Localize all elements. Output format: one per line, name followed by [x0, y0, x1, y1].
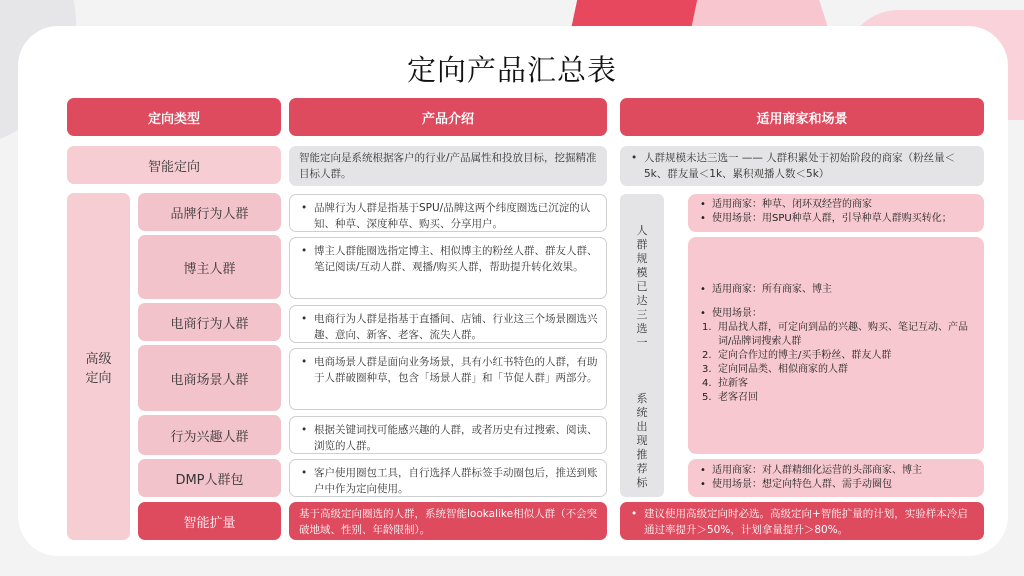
desc-interest: [289, 416, 607, 454]
bullet-icon: •: [631, 508, 638, 520]
subcategory-blogger: 博主人群: [138, 235, 281, 299]
category-advanced-line1: 高级: [85, 351, 112, 367]
desc-dmp-text: 客户使用圈包工具，自行选择人群标签手动圈包后，推送到账户中作为定向使用。: [314, 467, 598, 495]
category-advanced: [67, 193, 130, 540]
vertical-char: 现: [636, 434, 648, 447]
vertical-char: 出: [636, 420, 648, 433]
desc-expand: 基于高级定向圈选的人群，系统智能lookalike相似人群（不会突破地域、性别、年龄限制）。: [289, 502, 607, 540]
header-intro: 产品介绍: [289, 98, 607, 136]
subcategory-dmp: DMP人群包: [138, 459, 281, 497]
scene-main-list-item: 拉新客: [718, 378, 748, 389]
scene-main-list-item: 定向合作过的博主/买手粉丝、群友人群: [718, 350, 892, 361]
desc-ecom-scene: [289, 348, 607, 410]
scene-expand: [620, 502, 984, 540]
subcategory-ecom-behavior: 电商行为人群: [138, 303, 281, 341]
vertical-char: 一: [636, 336, 648, 349]
vertical-char: 已: [636, 280, 648, 293]
scene-expand-text: 建议使用高级定向时必选。高级定向+智能扩量的计划，实验样本冷启通过率提升＞50%，计划拿量提升＞80%。: [644, 508, 968, 536]
desc-ecom-behavior-text: 电商行为人群是指基于直播间、店铺、行业这三个场景圈选兴趣、意向、新客、老客、流失人群。: [314, 313, 598, 341]
desc-ecom-scene-text: 电商场景人群是面向业务场景，具有小红书特色的人群，有助于人群破圈种草，包含「场景人群」和「节促人群」两部分。: [314, 356, 598, 384]
list-number: 4.: [702, 378, 712, 389]
vertical-char: 推: [636, 448, 648, 461]
scene-dmp-item: • 使用场景：想定向特色人群、需手动圈包: [698, 478, 974, 492]
condition-vertical-strip: [620, 194, 664, 497]
vertical-char: 荐: [636, 462, 648, 475]
vertical-char: 系: [636, 392, 648, 405]
category-advanced-line2: 定向: [85, 370, 112, 386]
subcategory-interest: 行为兴趣人群: [138, 415, 281, 455]
scene-brand: [688, 194, 984, 232]
vertical-char: 模: [636, 266, 648, 279]
smart-scene-text: 人群规模未达三选一 —— 人群积累处于初始阶段的商家（粉丝量＜5k、群友量＜1k、累积观播人数＜5k）: [644, 152, 956, 180]
desc-ecom-behavior: [289, 305, 607, 343]
header-type: 定向类型: [67, 98, 281, 136]
list-number: 3.: [702, 364, 712, 375]
vertical-char: 选: [636, 322, 648, 335]
bullet-icon: •: [631, 152, 638, 164]
vertical-char: 三: [636, 308, 648, 321]
desc-interest-text: 根据关键词找可能感兴趣的人群，或者历史有过搜索、阅读、浏览的人群。: [314, 424, 598, 452]
bullet-icon: •: [301, 424, 308, 436]
vertical-char: 统: [636, 406, 648, 419]
scene-main: [688, 237, 984, 454]
header-scene: 适用商家和场景: [620, 98, 984, 136]
subcategory-ecom-scene: 电商场景人群: [138, 345, 281, 411]
bullet-icon: •: [301, 313, 308, 325]
vertical-char: 人: [636, 224, 648, 237]
vertical-char: 规: [636, 252, 648, 265]
bullet-icon: •: [301, 202, 308, 214]
scene-main-merchant: • 适用商家：所有商家、博主: [698, 283, 974, 297]
page-title: 定向产品汇总表: [406, 53, 617, 87]
scene-dmp-item: • 适用商家：对人群精细化运营的头部商家、博主: [698, 464, 974, 478]
scene-main-list-item: 定向同品类、相似商家的人群: [718, 364, 848, 375]
scene-brand-item: • 使用场景：用SPU种草人群，引导种草人群购买转化；: [698, 212, 974, 226]
smart-scene: [620, 146, 984, 186]
vertical-char: 标: [636, 476, 648, 489]
list-number: 5.: [702, 392, 712, 403]
scene-brand-item: • 适用商家：种草、闭环双经营的商家: [698, 198, 974, 212]
vertical-char: 群: [636, 238, 648, 251]
bullet-icon: •: [301, 467, 308, 479]
list-number: 1.: [702, 322, 712, 333]
desc-blogger: [289, 237, 607, 299]
bullet-icon: •: [301, 245, 308, 257]
list-number: 2.: [702, 350, 712, 361]
scene-main-list-item: 用品找人群，可定向到品的兴趣、购买、笔记互动、产品词/品牌词搜索人群: [718, 322, 968, 347]
category-smart: 智能定向: [67, 146, 281, 184]
scene-main-usage: • 使用场景：: [698, 307, 974, 321]
desc-dmp: [289, 459, 607, 497]
scene-dmp: [688, 459, 984, 497]
desc-blogger-text: 博主人群能圈选指定博主、相似博主的粉丝人群、群友人群、笔记阅读/互动人群、观播/购买人群，帮助提升转化效果。: [314, 245, 598, 273]
bullet-icon: •: [301, 356, 308, 368]
smart-desc: 智能定向是系统根据客户的行业/产品属性和投放目标，挖掘精准目标人群。: [289, 146, 607, 186]
scene-main-list-item: 老客召回: [718, 392, 758, 403]
desc-brand: [289, 194, 607, 232]
desc-brand-text: 品牌行为人群是指基于SPU/品牌这两个纬度圈选已沉淀的认知、种草、深度种草、购买、分享用户。: [314, 202, 591, 230]
vertical-char: 达: [636, 294, 648, 307]
subcategory-brand: 品牌行为人群: [138, 193, 281, 231]
subcategory-expand: 智能扩量: [138, 502, 281, 540]
